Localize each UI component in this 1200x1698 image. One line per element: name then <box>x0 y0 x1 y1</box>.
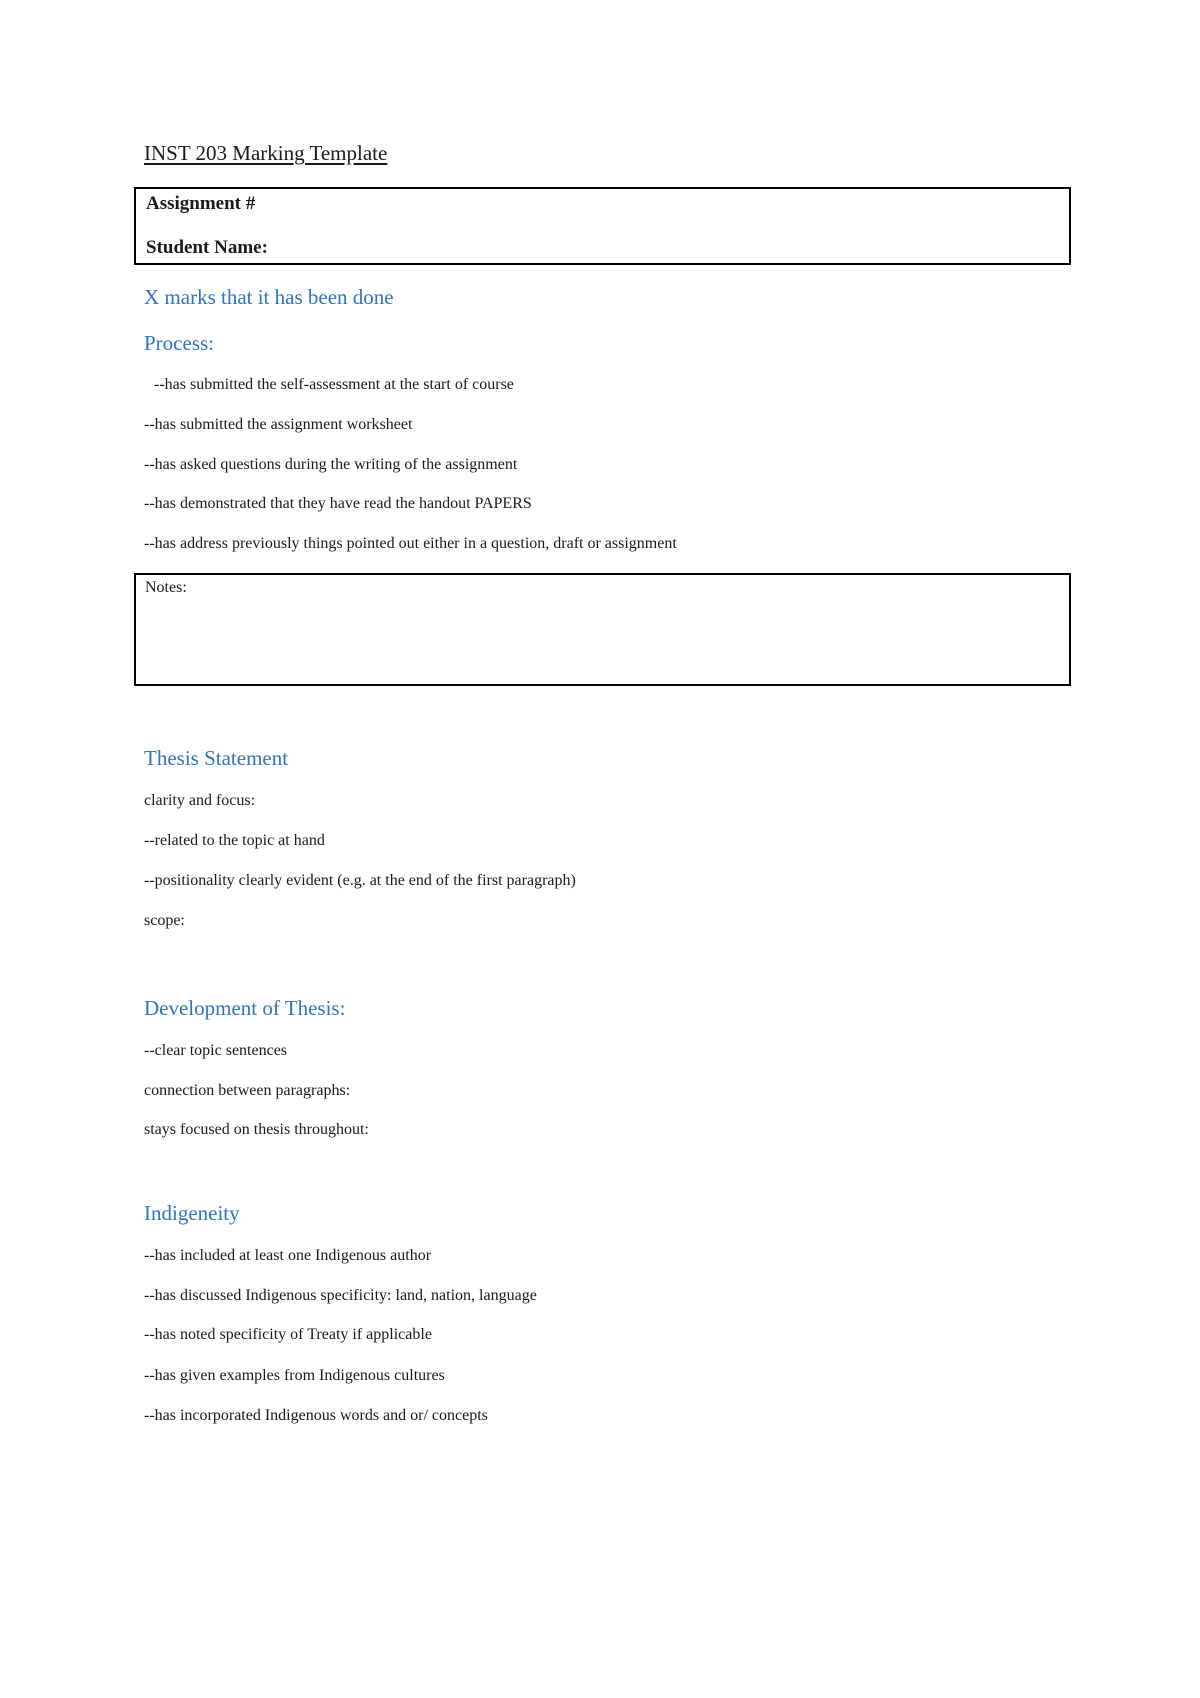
indigeneity-item: --has included at least one Indigenous author <box>144 1247 432 1264</box>
thesis-item: clarity and focus: <box>144 792 256 809</box>
process-item: --has submitted the self-assessment at the start of course <box>154 376 514 393</box>
process-item: --has demonstrated that they have read the handout PAPERS <box>144 495 532 512</box>
development-item: connection between paragraphs: <box>144 1082 351 1099</box>
instruction-heading: X marks that it has been done <box>144 285 394 309</box>
thesis-statement-heading: Thesis Statement <box>144 746 289 770</box>
indigeneity-item: --has incorporated Indigenous words and or/ concepts <box>144 1407 488 1424</box>
development-item: --clear topic sentences <box>144 1042 288 1059</box>
development-heading: Development of Thesis: <box>144 996 346 1020</box>
indigeneity-item: --has given examples from Indigenous cultures <box>144 1367 445 1384</box>
assignment-number-label: Assignment # <box>146 193 256 214</box>
development-item: stays focused on thesis throughout: <box>144 1121 369 1138</box>
assignment-header-box <box>134 187 1071 265</box>
thesis-item: --related to the topic at hand <box>144 832 325 849</box>
process-heading: Process: <box>144 331 214 355</box>
process-item: --has address previously things pointed out either in a question, draft or assignment <box>144 535 677 552</box>
notes-label: Notes: <box>145 579 187 596</box>
thesis-item: --positionality clearly evident (e.g. at the end of the first paragraph) <box>144 872 576 889</box>
process-item: --has asked questions during the writing of the assignment <box>144 456 518 473</box>
student-name-label: Student Name: <box>146 237 268 258</box>
indigeneity-item: --has discussed Indigenous specificity: land, nation, language <box>144 1287 537 1304</box>
process-item: --has submitted the assignment worksheet <box>144 416 413 433</box>
indigeneity-heading: Indigeneity <box>144 1201 240 1225</box>
notes-box[interactable] <box>134 573 1071 686</box>
indigeneity-item: --has noted specificity of Treaty if applicable <box>144 1326 432 1343</box>
document-title: INST 203 Marking Template <box>144 141 388 165</box>
thesis-item: scope: <box>144 912 185 929</box>
